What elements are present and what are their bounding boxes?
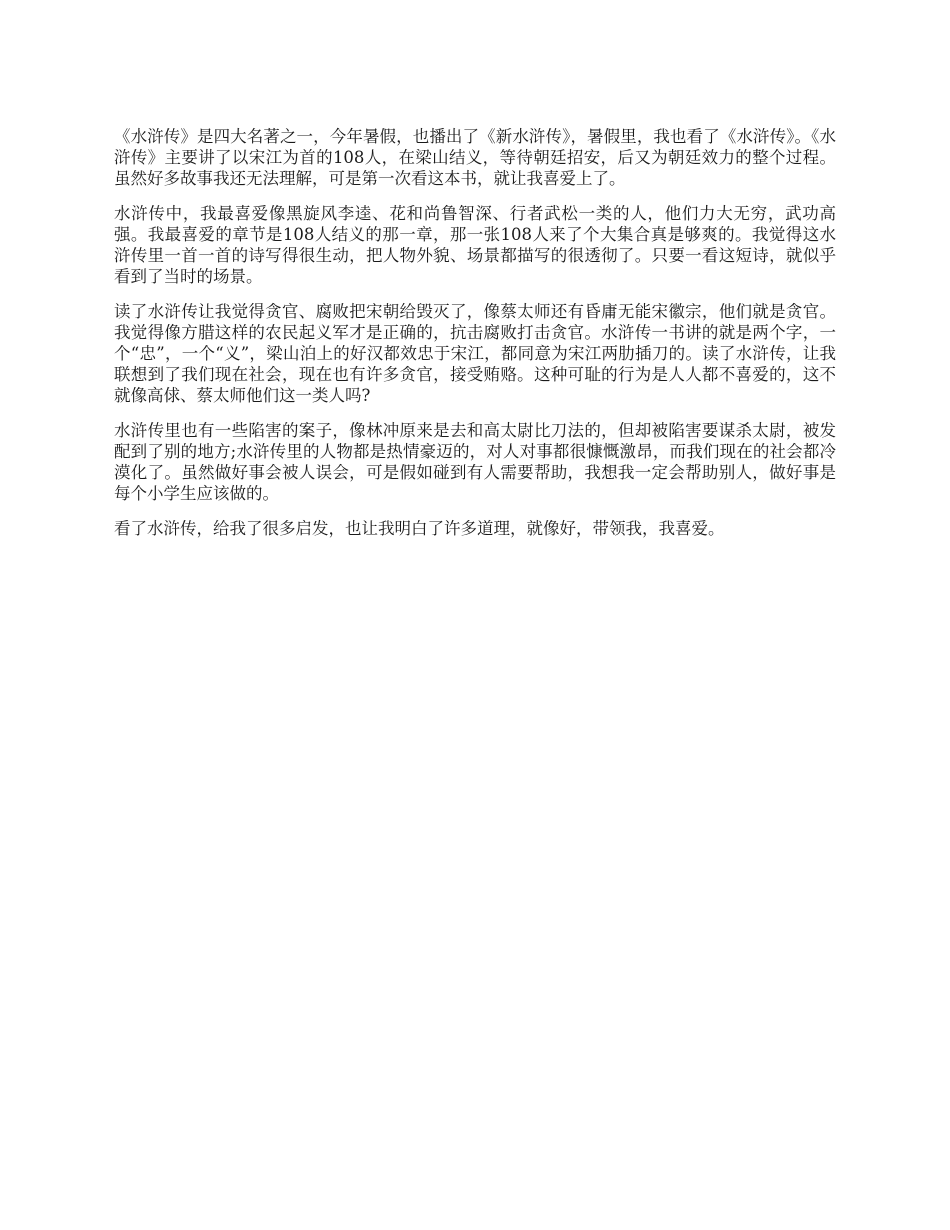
paragraph-1: 《水浒传》是四大名著之一，今年暑假，也播出了《新水浒传》，暑假里，我也看了《水浒传》。《水浒传》主要讲了以宋江为首的108人，在梁山结义，等待朝廷招安，后又为朝廷效力的整个过程。虽然好多故事我还无法理解，可是第一次看这本书，就让我喜爱上了。 <box>114 127 836 188</box>
paragraph-5: 看了水浒传，给我了很多启发，也让我明白了许多道理，就像好，带领我，我喜爱。 <box>114 519 725 538</box>
paragraph-2: 水浒传中，我最喜爱像黑旋风李逵、花和尚鲁智深、行者武松一类的人，他们力大无穷，武功高强。我最喜爱的章节是108人结义的那一章，那一张108人来了个大集合真是够爽的。我觉得这水浒传里一首一首的诗写得很生动，把人物外貌、场景都描写的很透彻了。只要一看这短诗，就似乎看到了当时的场景。 <box>114 204 836 286</box>
paragraph-4: 水浒传里也有一些陷害的案子，像林冲原来是去和高太尉比刀法的，但却被陷害要谋杀太尉，被发配到了别的地方;水浒传里的人物都是热情豪迈的，对人对事都很慷慨激昂，而我们现在的社会都冷漠化了。虽然做好事会被人误会，可是假如碰到有人需要帮助，我想我一定会帮助别人，做好事是每个小学生应该做的。 <box>114 421 836 503</box>
document-body <box>114 126 836 553</box>
paragraph-3: 读了水浒传让我觉得贪官、腐败把宋朝给毁灭了，像蔡太师还有昏庸无能宋徽宗，他们就是贪官。我觉得像方腊这样的农民起义军才是正确的，抗击腐败打击贪官。水浒传一书讲的就是两个字，一个“忠”，一个“义”，梁山泊上的好汉都效忠于宋江，都同意为宋江两肋插刀的。读了水浒传，让我联想到了我们现在社会，现在也有许多贪官，接受贿赂。这种可耻的行为是人人都不喜爱的，这不就像高俅、蔡太师他们这一类人吗? <box>114 302 836 405</box>
